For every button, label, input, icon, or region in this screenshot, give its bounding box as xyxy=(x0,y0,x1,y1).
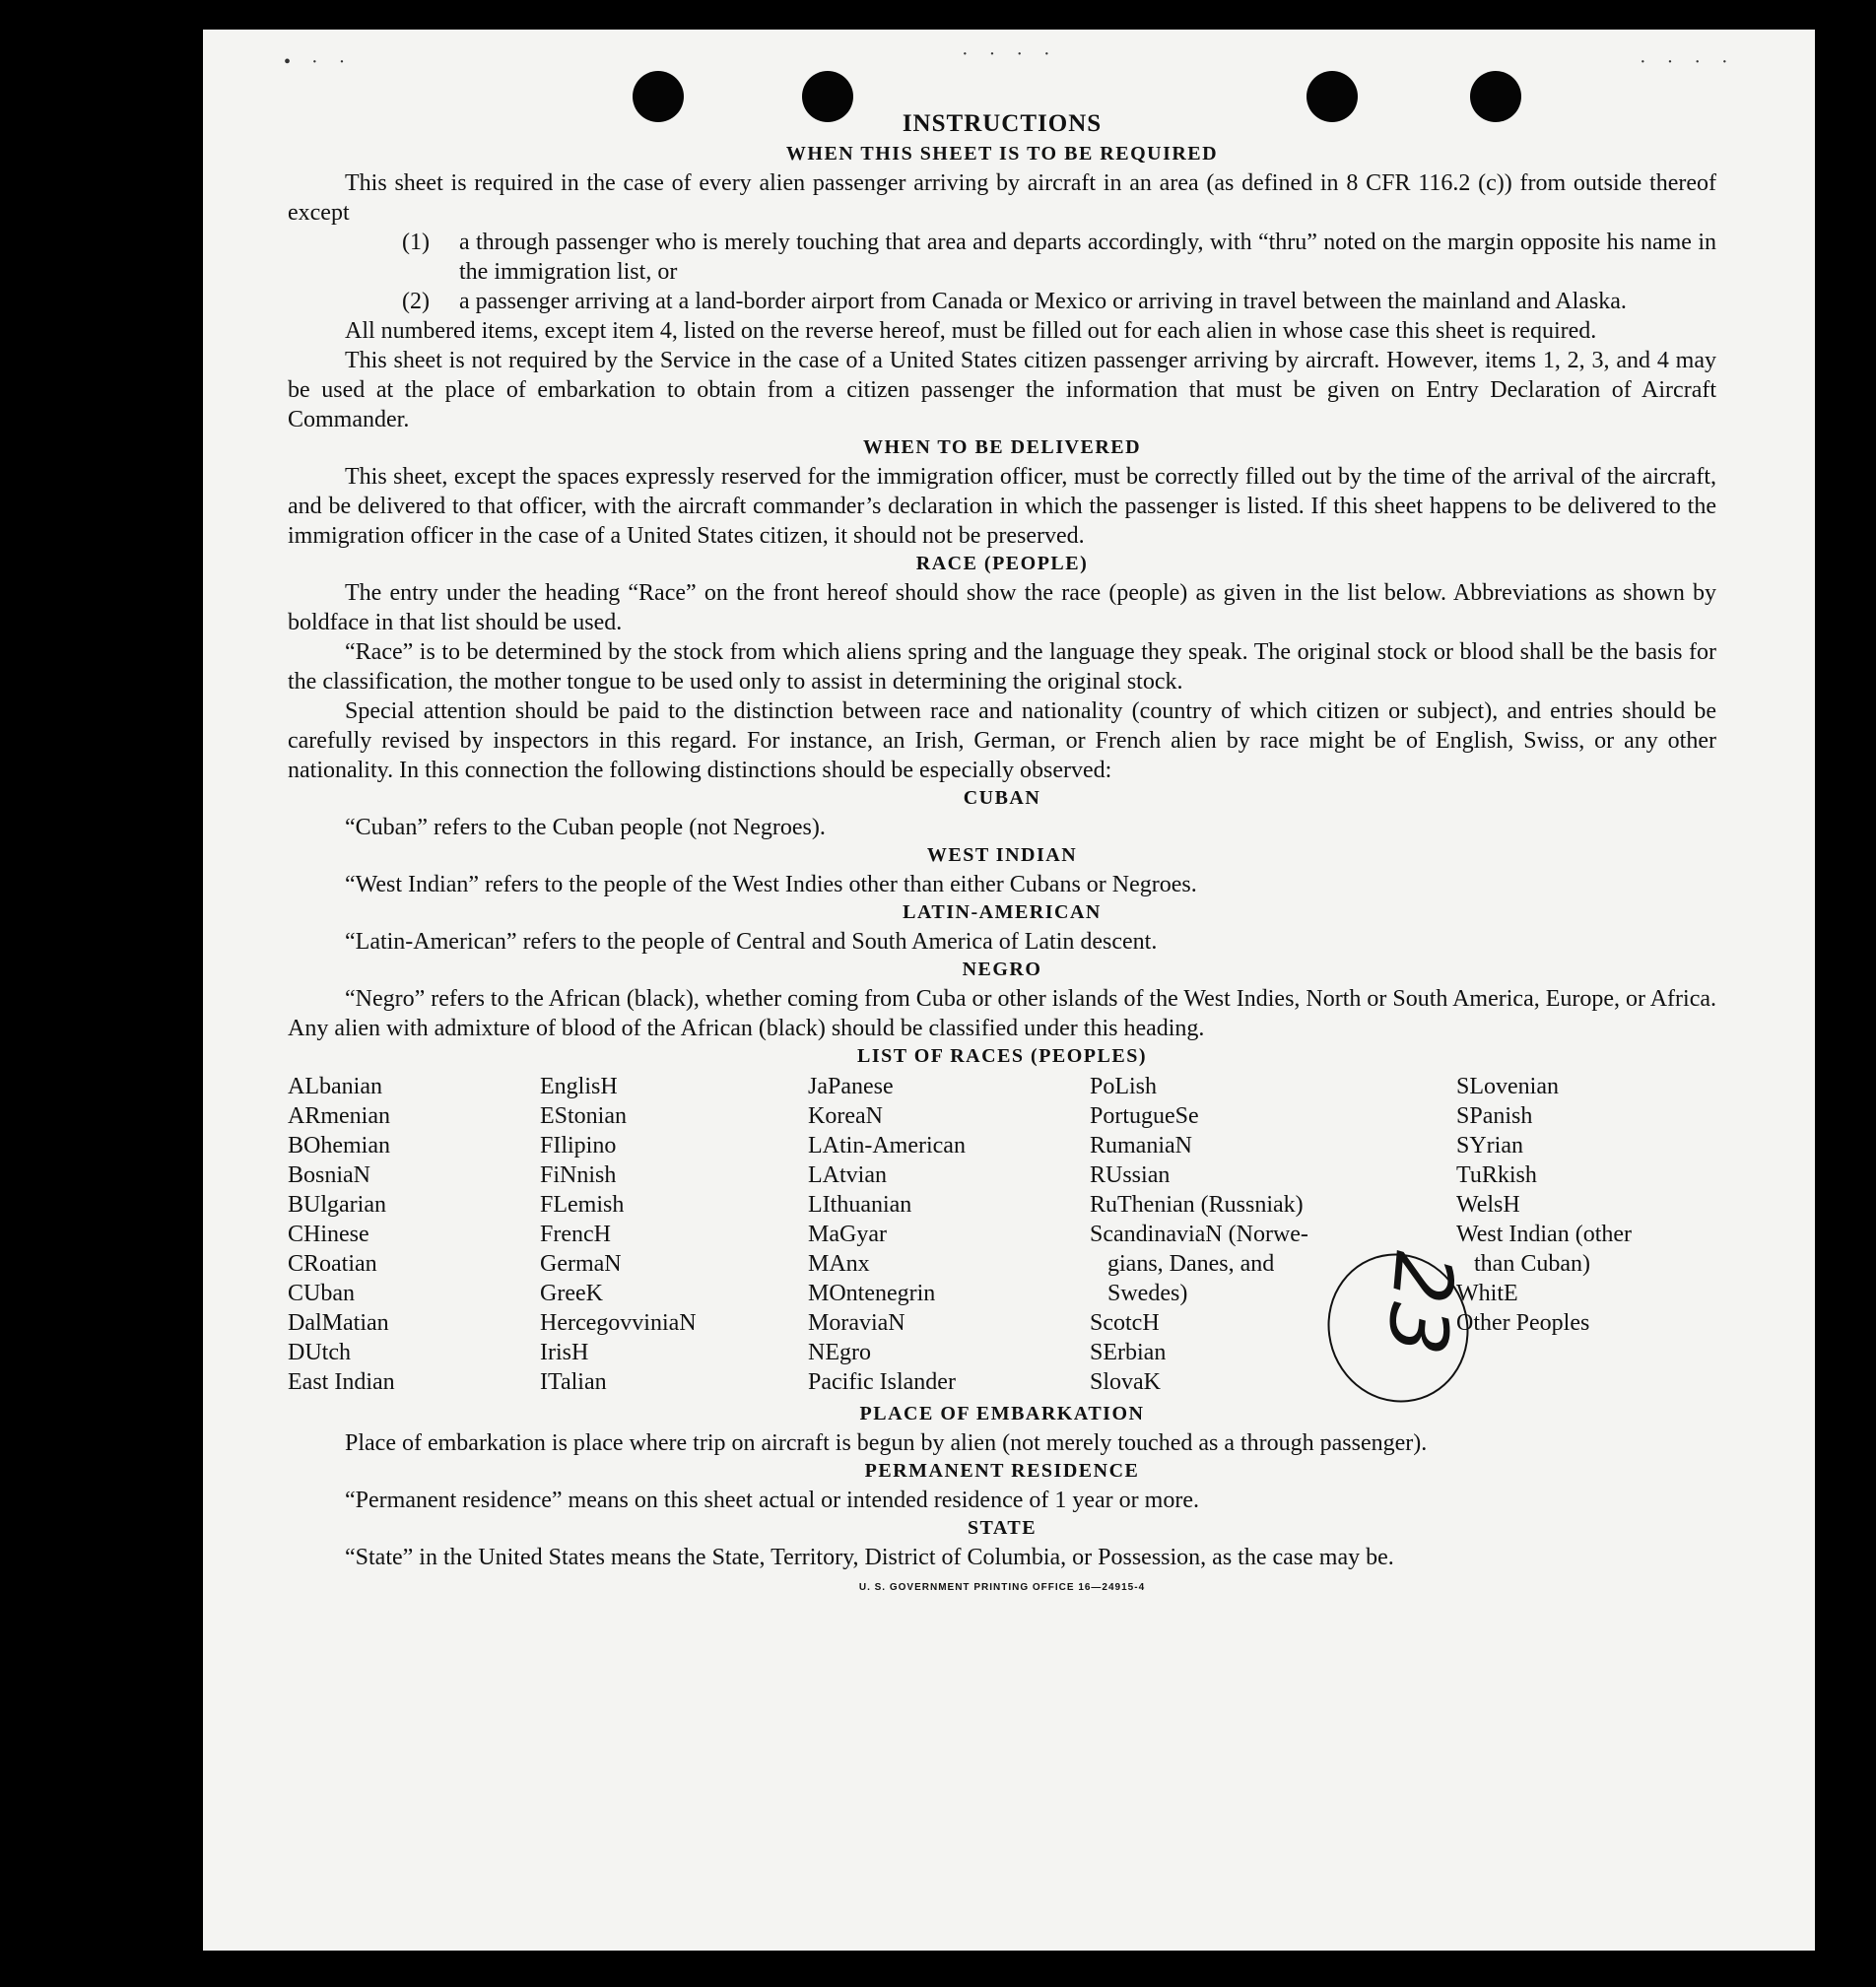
race-entry: CHinese xyxy=(288,1222,369,1247)
handwritten-number: 23 xyxy=(1368,1247,1471,1359)
heading-state: STATE xyxy=(967,1517,1038,1539)
races-column xyxy=(1456,1072,1716,1397)
race-entry: LAtvian xyxy=(808,1162,887,1188)
race-entry: PoLish xyxy=(1090,1074,1158,1099)
exception-number: (1) xyxy=(402,230,430,255)
race-entry: DUtch xyxy=(288,1340,351,1365)
race-entry: ScandinaviaN (Norwe- xyxy=(1090,1222,1308,1247)
exception-item xyxy=(288,287,1716,316)
race-entry: Pacific Islander xyxy=(808,1369,956,1395)
race-entry: FLemish xyxy=(540,1192,625,1218)
race-entry: SErbian xyxy=(1090,1340,1167,1365)
residence-text: “Permanent residence” means on this sheet actual or intended residence of 1 year or more. xyxy=(345,1488,1199,1513)
race-entry: WelsH xyxy=(1456,1192,1520,1218)
race-entry: FIlipino xyxy=(540,1133,617,1159)
race-entry: CUban xyxy=(288,1281,355,1306)
exception-text: a passenger arriving at a land-border airport from Canada or Mexico or arriving in travel between the mainland and Alaska. xyxy=(459,289,1627,314)
heading-west-indian: WEST INDIAN xyxy=(926,844,1078,866)
race-entry: GermaN xyxy=(540,1251,622,1277)
race-entry: SPanish xyxy=(1456,1103,1533,1129)
state-text: “State” in the United States means the State, Territory, District of Columbia, or Possession, as the case may be. xyxy=(345,1545,1394,1570)
race-entry: KoreaN xyxy=(808,1103,883,1129)
race-entry: FrencH xyxy=(540,1222,611,1247)
race-entry: RuThenian (Russniak) xyxy=(1090,1192,1304,1218)
race-entry: TuRkish xyxy=(1456,1162,1537,1188)
race-entry: East Indian xyxy=(288,1369,395,1395)
races-column xyxy=(1090,1072,1456,1397)
exception-item xyxy=(288,228,1716,287)
race-entry: EStonian xyxy=(540,1103,627,1129)
race-entry: IrisH xyxy=(540,1340,589,1365)
race-entry: RUssian xyxy=(1090,1162,1171,1188)
races-column xyxy=(540,1072,808,1397)
heading-cuban: CUBAN xyxy=(963,787,1041,809)
when-required-intro: This sheet is required in the case of every alien passenger arriving by aircraft in an area (as defined in 8 CFR 116.2 (c)) from outside thereof except xyxy=(288,170,1716,226)
race-entry: BOhemian xyxy=(288,1133,390,1159)
race-entry: Other Peoples xyxy=(1456,1310,1590,1336)
heading-embarkation: PLACE OF EMBARKATION xyxy=(859,1403,1145,1424)
page-specks: · · · · xyxy=(1640,51,1736,73)
race-entry: PortugueSe xyxy=(1090,1103,1199,1129)
race-entry: HercegovviniaN xyxy=(540,1310,697,1336)
negro-text: “Negro” refers to the African (black), whether coming from Cuba or other islands of the West Indies, North or South America, Europe, or Africa. Any alien with admixture of blood of the African (black) should be classified under this heading. xyxy=(288,986,1716,1041)
cuban-text: “Cuban” refers to the Cuban people (not Negroes). xyxy=(345,815,826,840)
race-entry: LAtin-American xyxy=(808,1133,966,1159)
when-required-para2: All numbered items, except item 4, listed on the reverse hereof, must be filled out for each alien in whose case this sheet is required. xyxy=(345,318,1597,344)
page-specks: • · · xyxy=(284,51,354,73)
heading-list-of-races: LIST OF RACES (PEOPLES) xyxy=(856,1045,1147,1067)
race-entry: LIthuanian xyxy=(808,1192,912,1218)
race-para2: “Race” is to be determined by the stock from which aliens spring and the language they speak. The original stock or blood shall be the basis for the classification, the mother tongue to be used only to assist in determining the original stock. xyxy=(288,639,1716,695)
race-entry: ScotcH xyxy=(1090,1310,1160,1336)
race-entry: SlovaK xyxy=(1090,1369,1161,1395)
races-column xyxy=(288,1072,540,1397)
race-entry: SYrian xyxy=(1456,1133,1523,1159)
races-column xyxy=(808,1072,1090,1397)
race-entry: SLovenian xyxy=(1456,1074,1559,1099)
exception-number: (2) xyxy=(402,289,430,314)
heading-race: RACE (PEOPLE) xyxy=(915,553,1089,574)
heading-when-delivered: WHEN TO BE DELIVERED xyxy=(862,436,1142,458)
exception-text: a through passenger who is merely touching that area and departs accordingly, with “thru” noted on the margin opposite his name in the immigration list, or xyxy=(459,230,1716,285)
race-entry: ALbanian xyxy=(288,1074,382,1099)
race-entry: BUlgarian xyxy=(288,1192,386,1218)
when-delivered-text: This sheet, except the spaces expressly reserved for the immigration officer, must be correctly filled out by the time of the arrival of the aircraft, and be delivered to that officer, with the aircraft commander’s declaration in which the passenger is listed. If this sheet happens to be delivered to the immigration officer in the case of a United States citizen, it should not be preserved. xyxy=(288,464,1716,549)
page-title: INSTRUCTIONS xyxy=(902,110,1103,137)
race-entry: FiNnish xyxy=(540,1162,617,1188)
race-entry: Swedes) xyxy=(1090,1281,1188,1306)
race-para1: The entry under the heading “Race” on the front hereof should show the race (people) as given in the list below. Abbreviations as shown by boldface in that list should be used. xyxy=(288,580,1716,635)
race-entry: RumaniaN xyxy=(1090,1133,1192,1159)
race-entry: NEgro xyxy=(808,1340,871,1365)
race-para3: Special attention should be paid to the distinction between race and nationality (country of which citizen or subject), and entries should be carefully revised by inspectors in this regard. For instance, an Irish, German, or French alien by race might be of English, Swiss, or any other nationality. In this connection the following distinctions should be especially observed: xyxy=(288,698,1716,783)
race-entry: ITalian xyxy=(540,1369,607,1395)
race-entry: ARmenian xyxy=(288,1103,390,1129)
race-entry: EnglisH xyxy=(540,1074,618,1099)
races-table xyxy=(288,1072,1716,1397)
embarkation-text: Place of embarkation is place where trip on aircraft is begun by alien (not merely touched as a through passenger). xyxy=(345,1430,1428,1456)
west-indian-text: “West Indian” refers to the people of the West Indies other than either Cubans or Negroes. xyxy=(345,872,1197,897)
race-entry: MoraviaN xyxy=(808,1310,905,1336)
race-entry: than Cuban) xyxy=(1456,1251,1590,1277)
race-entry: gians, Danes, and xyxy=(1090,1251,1275,1277)
heading-latin-american: LATIN-AMERICAN xyxy=(903,901,1102,923)
heading-negro: NEGRO xyxy=(962,959,1042,980)
race-entry: JaPanese xyxy=(808,1074,894,1099)
race-entry: MOntenegrin xyxy=(808,1281,936,1306)
race-entry: CRoatian xyxy=(288,1251,377,1277)
heading-residence: PERMANENT RESIDENCE xyxy=(864,1460,1140,1482)
race-entry: West Indian (other xyxy=(1456,1222,1633,1247)
printing-office-footer: U. S. GOVERNMENT PRINTING OFFICE 16—24915-4 xyxy=(858,1582,1146,1593)
instructions-body xyxy=(288,110,1716,1593)
document-page xyxy=(203,30,1815,1951)
race-entry: GreeK xyxy=(540,1281,603,1306)
page-specks: · · · · xyxy=(962,43,1058,65)
race-entry: BosniaN xyxy=(288,1162,370,1188)
latin-american-text: “Latin-American” refers to the people of Central and South America of Latin descent. xyxy=(345,929,1158,955)
race-entry: MAnx xyxy=(808,1251,870,1277)
when-required-para3: This sheet is not required by the Service in the case of a United States citizen passenger arriving by aircraft. However, items 1, 2, 3, and 4 may be used at the place of embarkation to obtain from a citizen passenger the information that must be given on Entry Declaration of Aircraft Commander. xyxy=(288,348,1716,432)
race-entry: DalMatian xyxy=(288,1310,389,1336)
race-entry: WhitE xyxy=(1456,1281,1518,1306)
race-entry: MaGyar xyxy=(808,1222,887,1247)
heading-when-required: WHEN THIS SHEET IS TO BE REQUIRED xyxy=(785,143,1219,165)
